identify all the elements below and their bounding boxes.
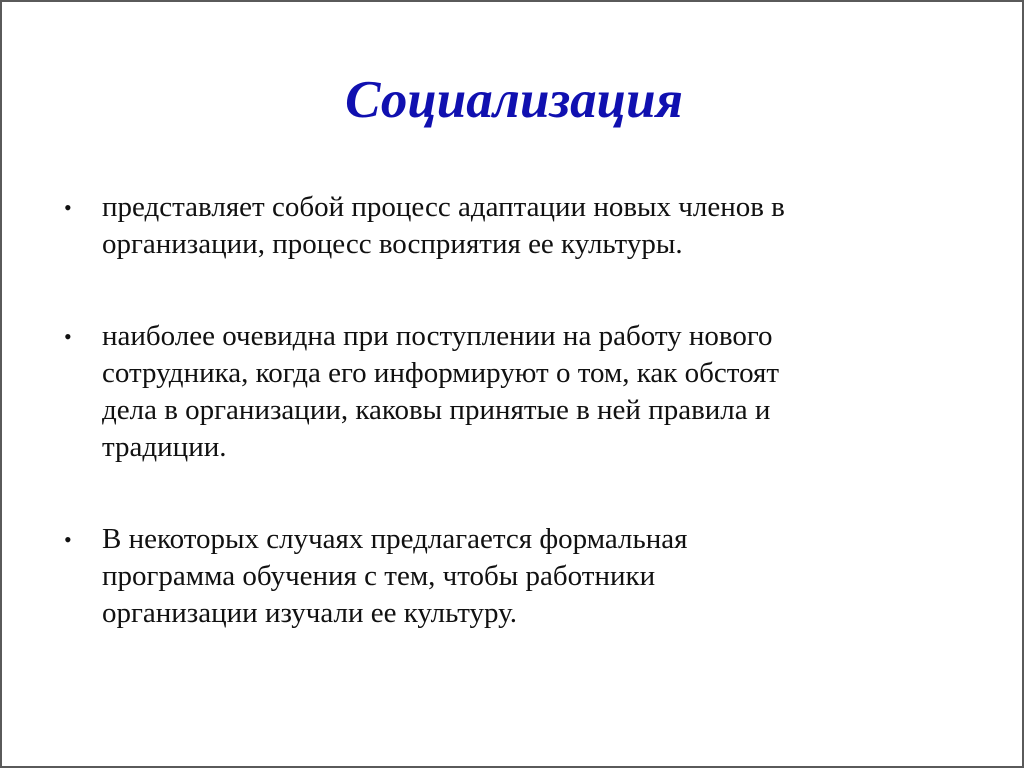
bullet-list	[62, 189, 942, 632]
bullet-text-line: программа обучения с тем, чтобы работники	[102, 560, 656, 592]
bullet-item	[62, 318, 942, 466]
bullet-text-line: В некоторых случаях предлагается формальная	[102, 523, 688, 555]
bullet-point-icon: •	[64, 527, 72, 552]
bullet-text-line: наиболее очевидна при поступлении на работу нового	[102, 320, 773, 352]
slide-title: Социализация	[345, 71, 683, 129]
bullet-text-line: традиции.	[102, 431, 227, 463]
bullet-item	[62, 189, 942, 263]
bullet-text-line: дела в организации, каковы принятые в ней правила и	[102, 394, 771, 426]
bullet-point-icon: •	[64, 324, 72, 349]
bullet-text-line: сотрудника, когда его информируют о том, как обстоят	[102, 357, 780, 389]
bullet-text-line: представляет собой процесс адаптации новых членов в	[102, 191, 785, 223]
bullet-item	[62, 521, 942, 632]
bullet-point-icon: •	[64, 195, 72, 220]
bullet-text-line: организации изучали ее культуру.	[102, 597, 518, 629]
bullet-text-line: организации, процесс восприятия ее культуры.	[102, 228, 683, 260]
